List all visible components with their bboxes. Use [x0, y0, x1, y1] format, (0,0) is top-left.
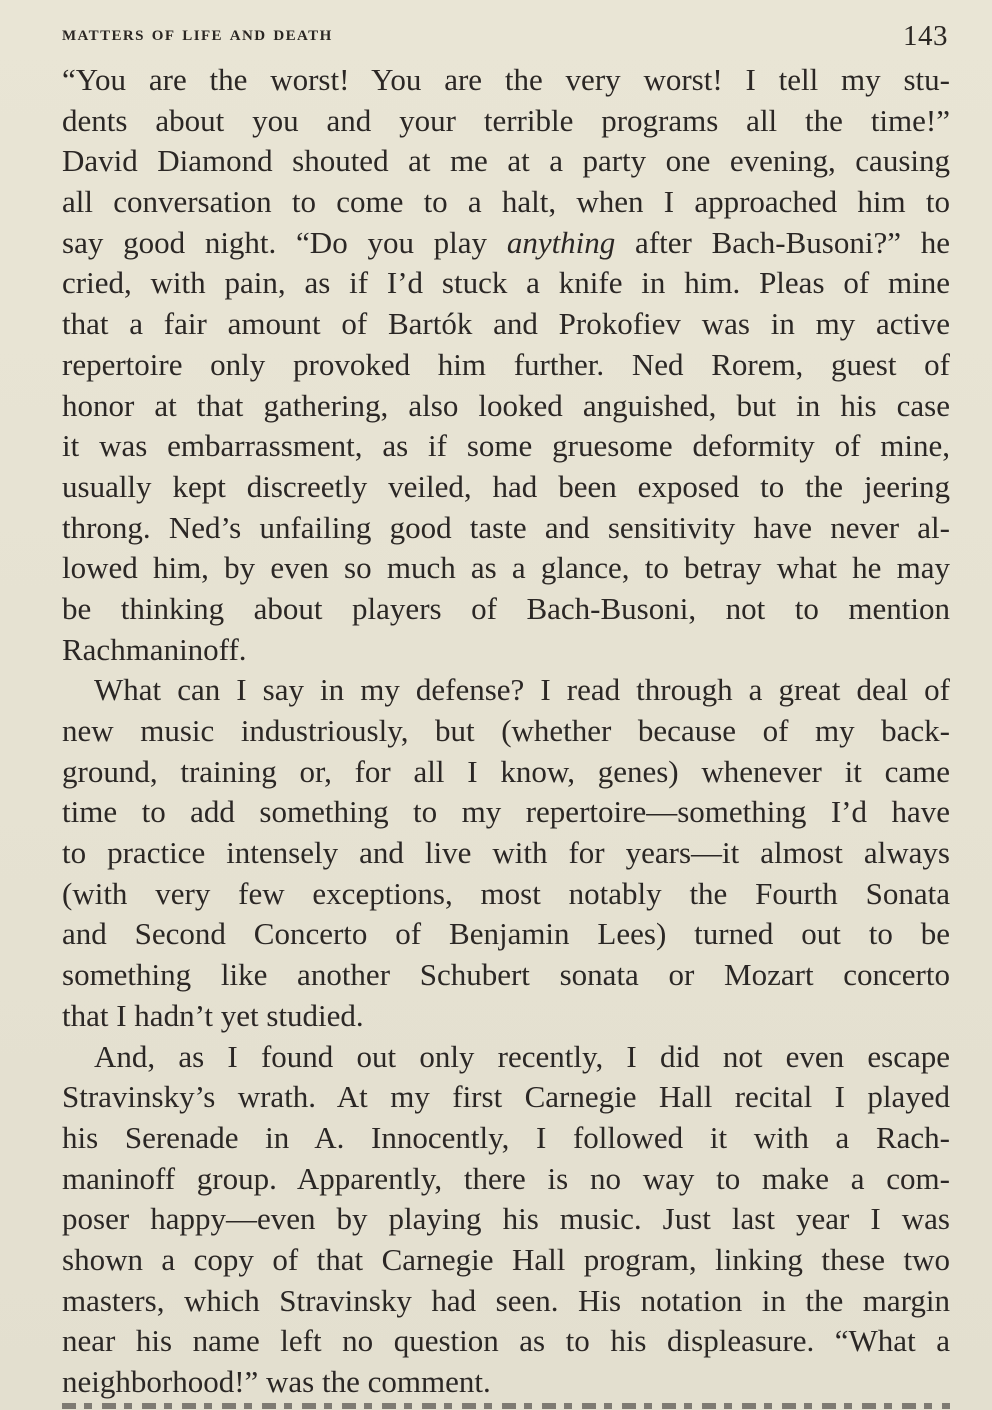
body-text [62, 60, 950, 1403]
text-line: maninoff group. Apparently, there is no way to make a com- [62, 1160, 950, 1196]
text-line: it was embarrassment, as if some gruesome deformity of mine, [62, 428, 950, 464]
text-line: David Diamond shouted at me at a party one evening, causing [62, 143, 950, 179]
text-line: ground, training or, for all I know, genes) whenever it came [62, 753, 950, 789]
text-line: all conversation to come to a halt, when I approached him to [62, 184, 950, 220]
text-line: usually kept discreetly veiled, had been exposed to the jeering [62, 468, 950, 504]
text-line: cried, with pain, as if I’d stuck a knife in him. Pleas of mine [62, 265, 950, 301]
text-line: neighborhood!” was the comment. [62, 1364, 491, 1399]
text-line: dents about you and your terrible programs all the time!” [62, 102, 950, 138]
running-head [62, 14, 948, 54]
cut-off-line [62, 1395, 950, 1410]
text-line: repertoire only provoked him further. Ned Rorem, guest of [62, 346, 950, 382]
text-line: What can I say in my defense? I read through a great deal of [94, 672, 950, 708]
text-segment: after Bach-Busoni?” he [615, 224, 950, 260]
text-line: lowed him, by even so much as a glance, to betray what he may [62, 550, 950, 586]
text-line: new music industriously, but (whether because of my back- [62, 713, 950, 748]
text-line: Stravinsky’s wrath. At my first Carnegie Hall recital I played [62, 1079, 950, 1115]
text-line: masters, which Stravinsky had seen. His notation in the margin [62, 1282, 950, 1318]
running-title: matters of life and death [62, 20, 333, 45]
text-line: shown a copy of that Carnegie Hall program, linking these two [62, 1241, 950, 1277]
text-line [62, 223, 950, 264]
text-line: And, as I found out only recently, I did not even escape [94, 1038, 950, 1074]
text-line: to practice intensely and live with for years—it almost always [62, 835, 950, 871]
text-line: that I hadn’t yet studied. [62, 997, 364, 1033]
text-line: his Serenade in A. Innocently, I followed it with a Rach- [62, 1119, 950, 1155]
text-line: time to add something to my repertoire—something I’d have [62, 794, 950, 830]
paragraph [62, 670, 950, 1036]
paragraph [62, 1037, 950, 1403]
text-line: throng. Ned’s unfailing good taste and sensitivity have never al- [62, 509, 950, 545]
text-line: something like another Schubert sonata or Mozart concerto [62, 957, 950, 993]
page-number: 143 [903, 20, 948, 52]
text-line: that a fair amount of Bartók and Prokofiev was in my active [62, 306, 950, 342]
text-line: and Second Concerto of Benjamin Lees) turned out to be [62, 916, 950, 952]
text-line: honor at that gathering, also looked anguished, but in his case [62, 387, 950, 423]
text-line: poser happy—even by playing his music. Just last year I was [62, 1201, 950, 1237]
text-line: “You are the worst! You are the very worst! I tell my stu- [62, 62, 950, 97]
text-line: near his name left no question as to his displeasure. “What a [62, 1323, 950, 1359]
italic-word: anything [506, 224, 616, 260]
text-line: (with very few exceptions, most notably the Fourth Sonata [62, 875, 950, 911]
text-segment: say good night. “Do you play [62, 224, 507, 260]
paragraph [62, 60, 950, 670]
text-line: Rachmaninoff. [62, 631, 247, 667]
text-line: be thinking about players of Bach-Busoni, not to mention [62, 590, 950, 626]
